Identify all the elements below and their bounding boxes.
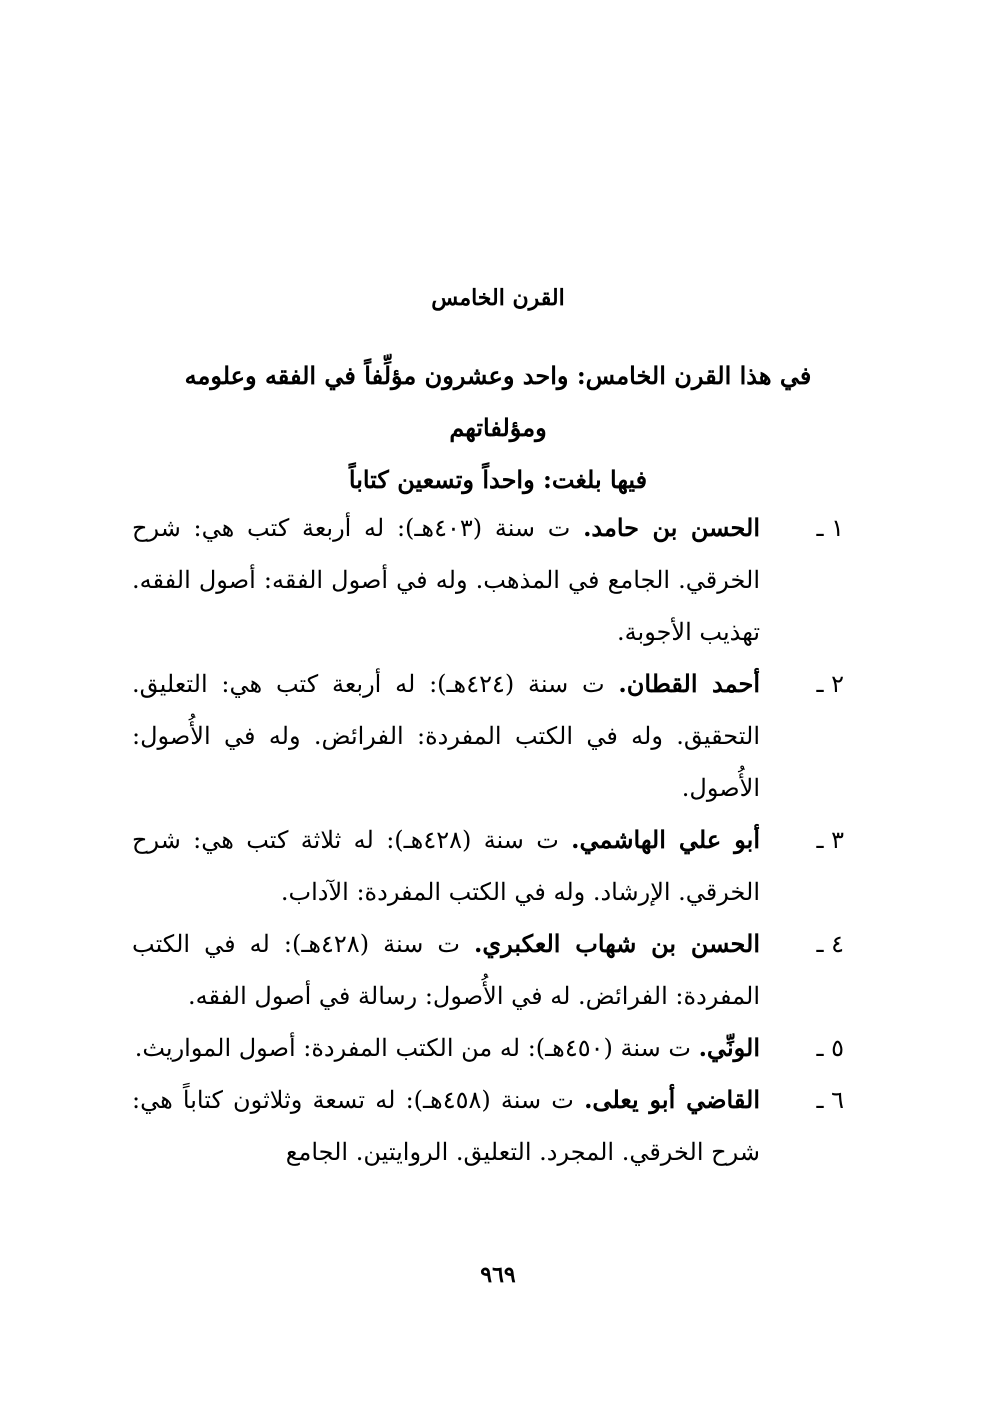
entry-number: ٤ ـ xyxy=(816,930,844,958)
author-entry xyxy=(132,658,850,814)
author-entry xyxy=(132,1074,850,1178)
entry-body xyxy=(132,1074,760,1178)
entry-number: ٢ ـ xyxy=(816,670,844,698)
author-name: أبو علي الهاشمي. xyxy=(571,825,760,854)
author-entry xyxy=(132,1022,850,1074)
author-name: القاضي أبو يعلى. xyxy=(584,1085,760,1114)
entry-body xyxy=(132,814,760,918)
author-entry xyxy=(132,918,850,1022)
entry-body xyxy=(132,502,760,658)
entry-description: ت سنة (٤٥٨هـ): له تسعة وثلاثون كتاباً هي: شرح الخرقي. المجرد. التعليق. الروايتين. الجامع xyxy=(132,1086,760,1166)
page-number: ٩٦٩ xyxy=(480,1262,516,1288)
author-name: الونِّي. xyxy=(698,1033,760,1062)
entry-body xyxy=(132,1022,760,1074)
entry-body xyxy=(132,918,760,1022)
intro-line-1: في هذا القرن الخامس: واحد وعشرون مؤلِّفاً في الفقه وعلومه ومؤلفاتهم xyxy=(184,361,812,442)
author-name: أحمد القطان. xyxy=(618,669,760,698)
intro-line-2: فيها بلغت: واحداً وتسعين كتاباً xyxy=(348,465,648,494)
chapter-title: القرن الخامس xyxy=(431,285,565,311)
entry-description: ت سنة (٤٢٨هـ): له في الكتب المفردة: الفرائض. له في الأُصول: رسالة في أصول الفقه. xyxy=(132,930,760,1010)
author-name: الحسن بن شهاب العكبري. xyxy=(474,929,760,958)
entry-description: ت سنة (٤٢٤هـ): له أربعة كتب هي: التعليق. التحقيق. وله في الكتب المفردة: الفرائض. وله في الأُصول: الأُصول. xyxy=(132,670,760,802)
entry-number: ٥ ـ xyxy=(816,1034,844,1062)
entry-body xyxy=(132,658,760,814)
entry-number: ١ ـ xyxy=(816,514,844,542)
entry-description: ت سنة (٤٥٠هـ): له من الكتب المفردة: أصول المواريث. xyxy=(134,1034,699,1062)
entry-description: ت سنة (٤٠٣هـ): له أربعة كتب هي: شرح الخرقي. الجامع في المذهب. وله في أصول الفقه: أصول الفقه. تهذيب الأجوبة. xyxy=(132,514,760,646)
chapter-intro xyxy=(150,350,846,506)
entry-description: ت سنة (٤٢٨هـ): له ثلاثة كتب هي: شرح الخرقي. الإرشاد. وله في الكتب المفردة: الآداب. xyxy=(132,826,760,906)
author-entry xyxy=(132,814,850,918)
entry-number: ٣ ـ xyxy=(816,826,844,854)
author-list xyxy=(132,502,850,1178)
entry-number: ٦ ـ xyxy=(816,1086,844,1114)
author-name: الحسن بن حامد. xyxy=(583,513,760,542)
author-entry xyxy=(132,502,850,658)
